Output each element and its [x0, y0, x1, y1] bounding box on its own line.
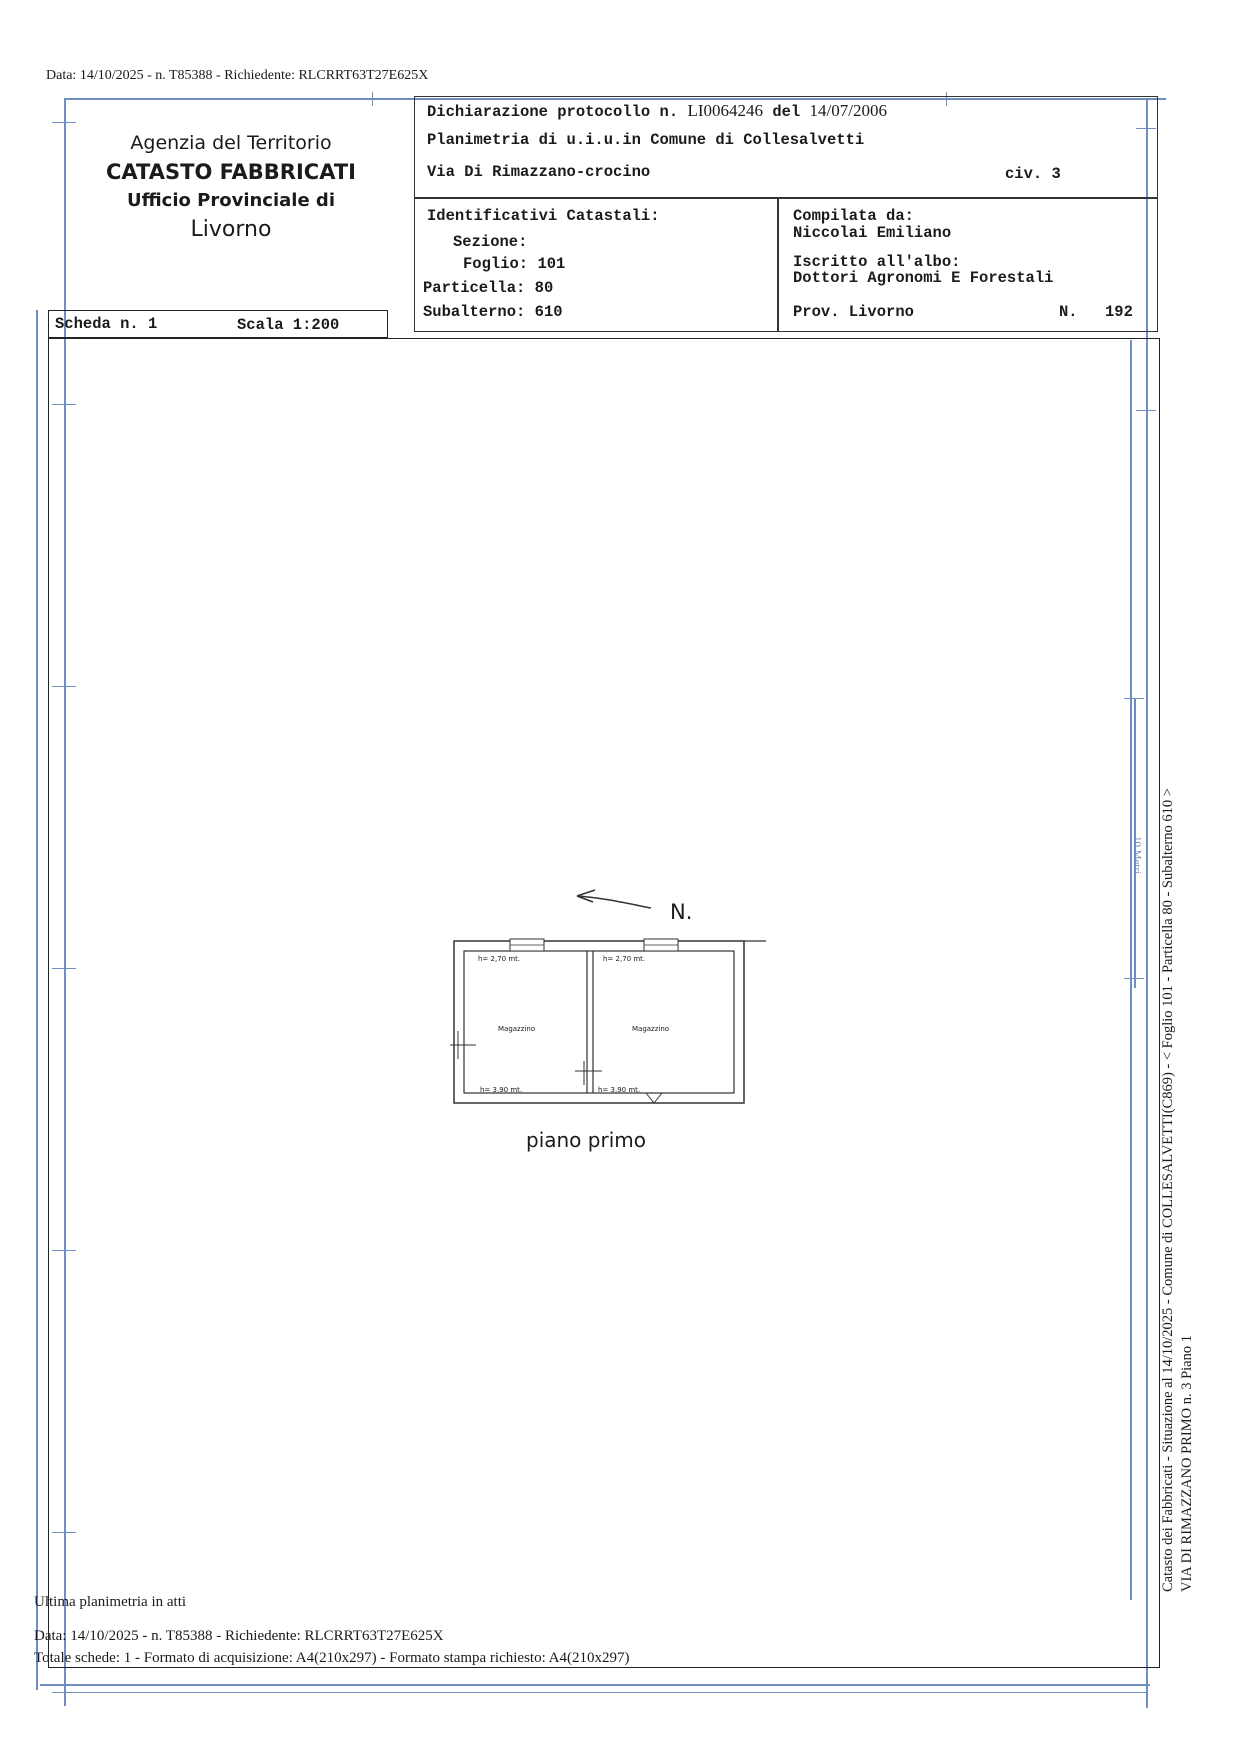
- outer-wall: [454, 941, 744, 1103]
- room-right-height-top: h= 2,70 mt.: [603, 955, 646, 963]
- albo-value: Dottori Agronomi E Forestali: [793, 269, 1054, 287]
- scale-value: Scala 1:200: [237, 316, 340, 334]
- planimetry-line: Planimetria di u.i.u.in Comune di Collesalvetti: [427, 131, 865, 149]
- compiler-prov: Prov. Livorno: [793, 303, 914, 321]
- subalterno-value: 610: [534, 303, 563, 321]
- particella-label: Particella:: [423, 279, 526, 297]
- footer-totals: Totale schede: 1 - Formato di acquisizione: A4(210x297) - Formato stampa richiesto: A4(210x297): [34, 1650, 630, 1666]
- room-left-height-bottom: h= 3,90 mt.: [480, 1086, 523, 1094]
- agency-block: [62, 130, 400, 246]
- subalterno-row: [423, 303, 563, 321]
- last-plan-note: Ultima planimetria in atti: [34, 1594, 187, 1610]
- scheda-number: Scheda n. 1: [55, 315, 158, 333]
- albo-label: Iscritto all'albo:: [793, 253, 961, 271]
- date-value: 14/07/2006: [809, 101, 887, 120]
- identifiers-box: [414, 198, 778, 332]
- compiler-n-label: N.: [1059, 303, 1078, 321]
- frame-line-outer-left: [36, 310, 38, 1690]
- door-swing: [646, 1093, 654, 1103]
- foglio-row: [463, 255, 565, 273]
- footer-data-line: Data: 14/10/2025 - n. T85388 - Richiedente: RLCRRT63T27E625X: [34, 1628, 444, 1644]
- office-label: Ufficio Provinciale di: [126, 190, 335, 211]
- north-arrow-icon: [575, 888, 655, 918]
- side-caption-line2: VIA DI RIMAZZANO PRIMO n. 3 Piano 1: [1179, 1335, 1195, 1592]
- scheda-box: [48, 310, 388, 338]
- catasto-title: CATASTO FABBRICATI: [106, 160, 356, 184]
- frame-line-bottom-2: [52, 1692, 1146, 1693]
- identifiers-heading: Identificativi Catastali:: [427, 207, 660, 225]
- tick: [372, 92, 373, 106]
- protocol-line: [427, 101, 887, 121]
- civic-number: civ. 3: [1005, 165, 1061, 183]
- address-line: Via Di Rimazzano-crocino: [427, 163, 651, 181]
- subalterno-label: Subalterno:: [423, 303, 526, 321]
- room-right-name: Magazzino: [632, 1025, 670, 1033]
- side-caption-line1: Catasto dei Fabbricati - Situazione al 14/10/2025 - Comune di COLLESALVETTI(C869) - < Foglio 101 - Particella 80 - Subalterno 610 >: [1160, 788, 1176, 1592]
- sezione-row: [453, 233, 527, 251]
- sezione-label: Sezione:: [453, 233, 528, 251]
- scale-stamp: 10 Metri: [1131, 836, 1143, 875]
- inner-wall: [464, 951, 734, 1093]
- side-caption: [1159, 692, 1197, 1592]
- compiler-box: [778, 198, 1158, 332]
- particella-row: [423, 279, 553, 297]
- foglio-value: 101: [537, 255, 566, 273]
- compiler-heading: Compilata da:: [793, 207, 914, 225]
- foglio-label: Foglio:: [463, 255, 529, 273]
- room-left-name: Magazzino: [498, 1025, 536, 1033]
- protocol-value: LI0064246: [687, 101, 764, 120]
- door-swing: [654, 1093, 662, 1103]
- date-label: del: [772, 103, 801, 121]
- compiler-n-value: 192: [1105, 303, 1133, 321]
- office-city: Livorno: [190, 217, 272, 242]
- compiler-name: Niccolai Emiliano: [793, 224, 952, 242]
- protocol-label: Dichiarazione protocollo n.: [427, 103, 679, 121]
- print-header: Data: 14/10/2025 - n. T85388 - Richiedente: RLCRRT63T27E625X: [46, 68, 429, 83]
- tick: [52, 122, 76, 123]
- room-left-height-top: h= 2,70 mt.: [478, 955, 521, 963]
- frame-line-bottom: [40, 1684, 1150, 1686]
- declaration-box: [414, 96, 1158, 198]
- particella-value: 80: [534, 279, 554, 297]
- room-right-height-bottom: h= 3,90 mt.: [598, 1086, 641, 1094]
- agency-name: Agenzia del Territorio: [130, 132, 332, 154]
- north-label: N.: [670, 900, 693, 924]
- floor-label: piano primo: [526, 1128, 646, 1152]
